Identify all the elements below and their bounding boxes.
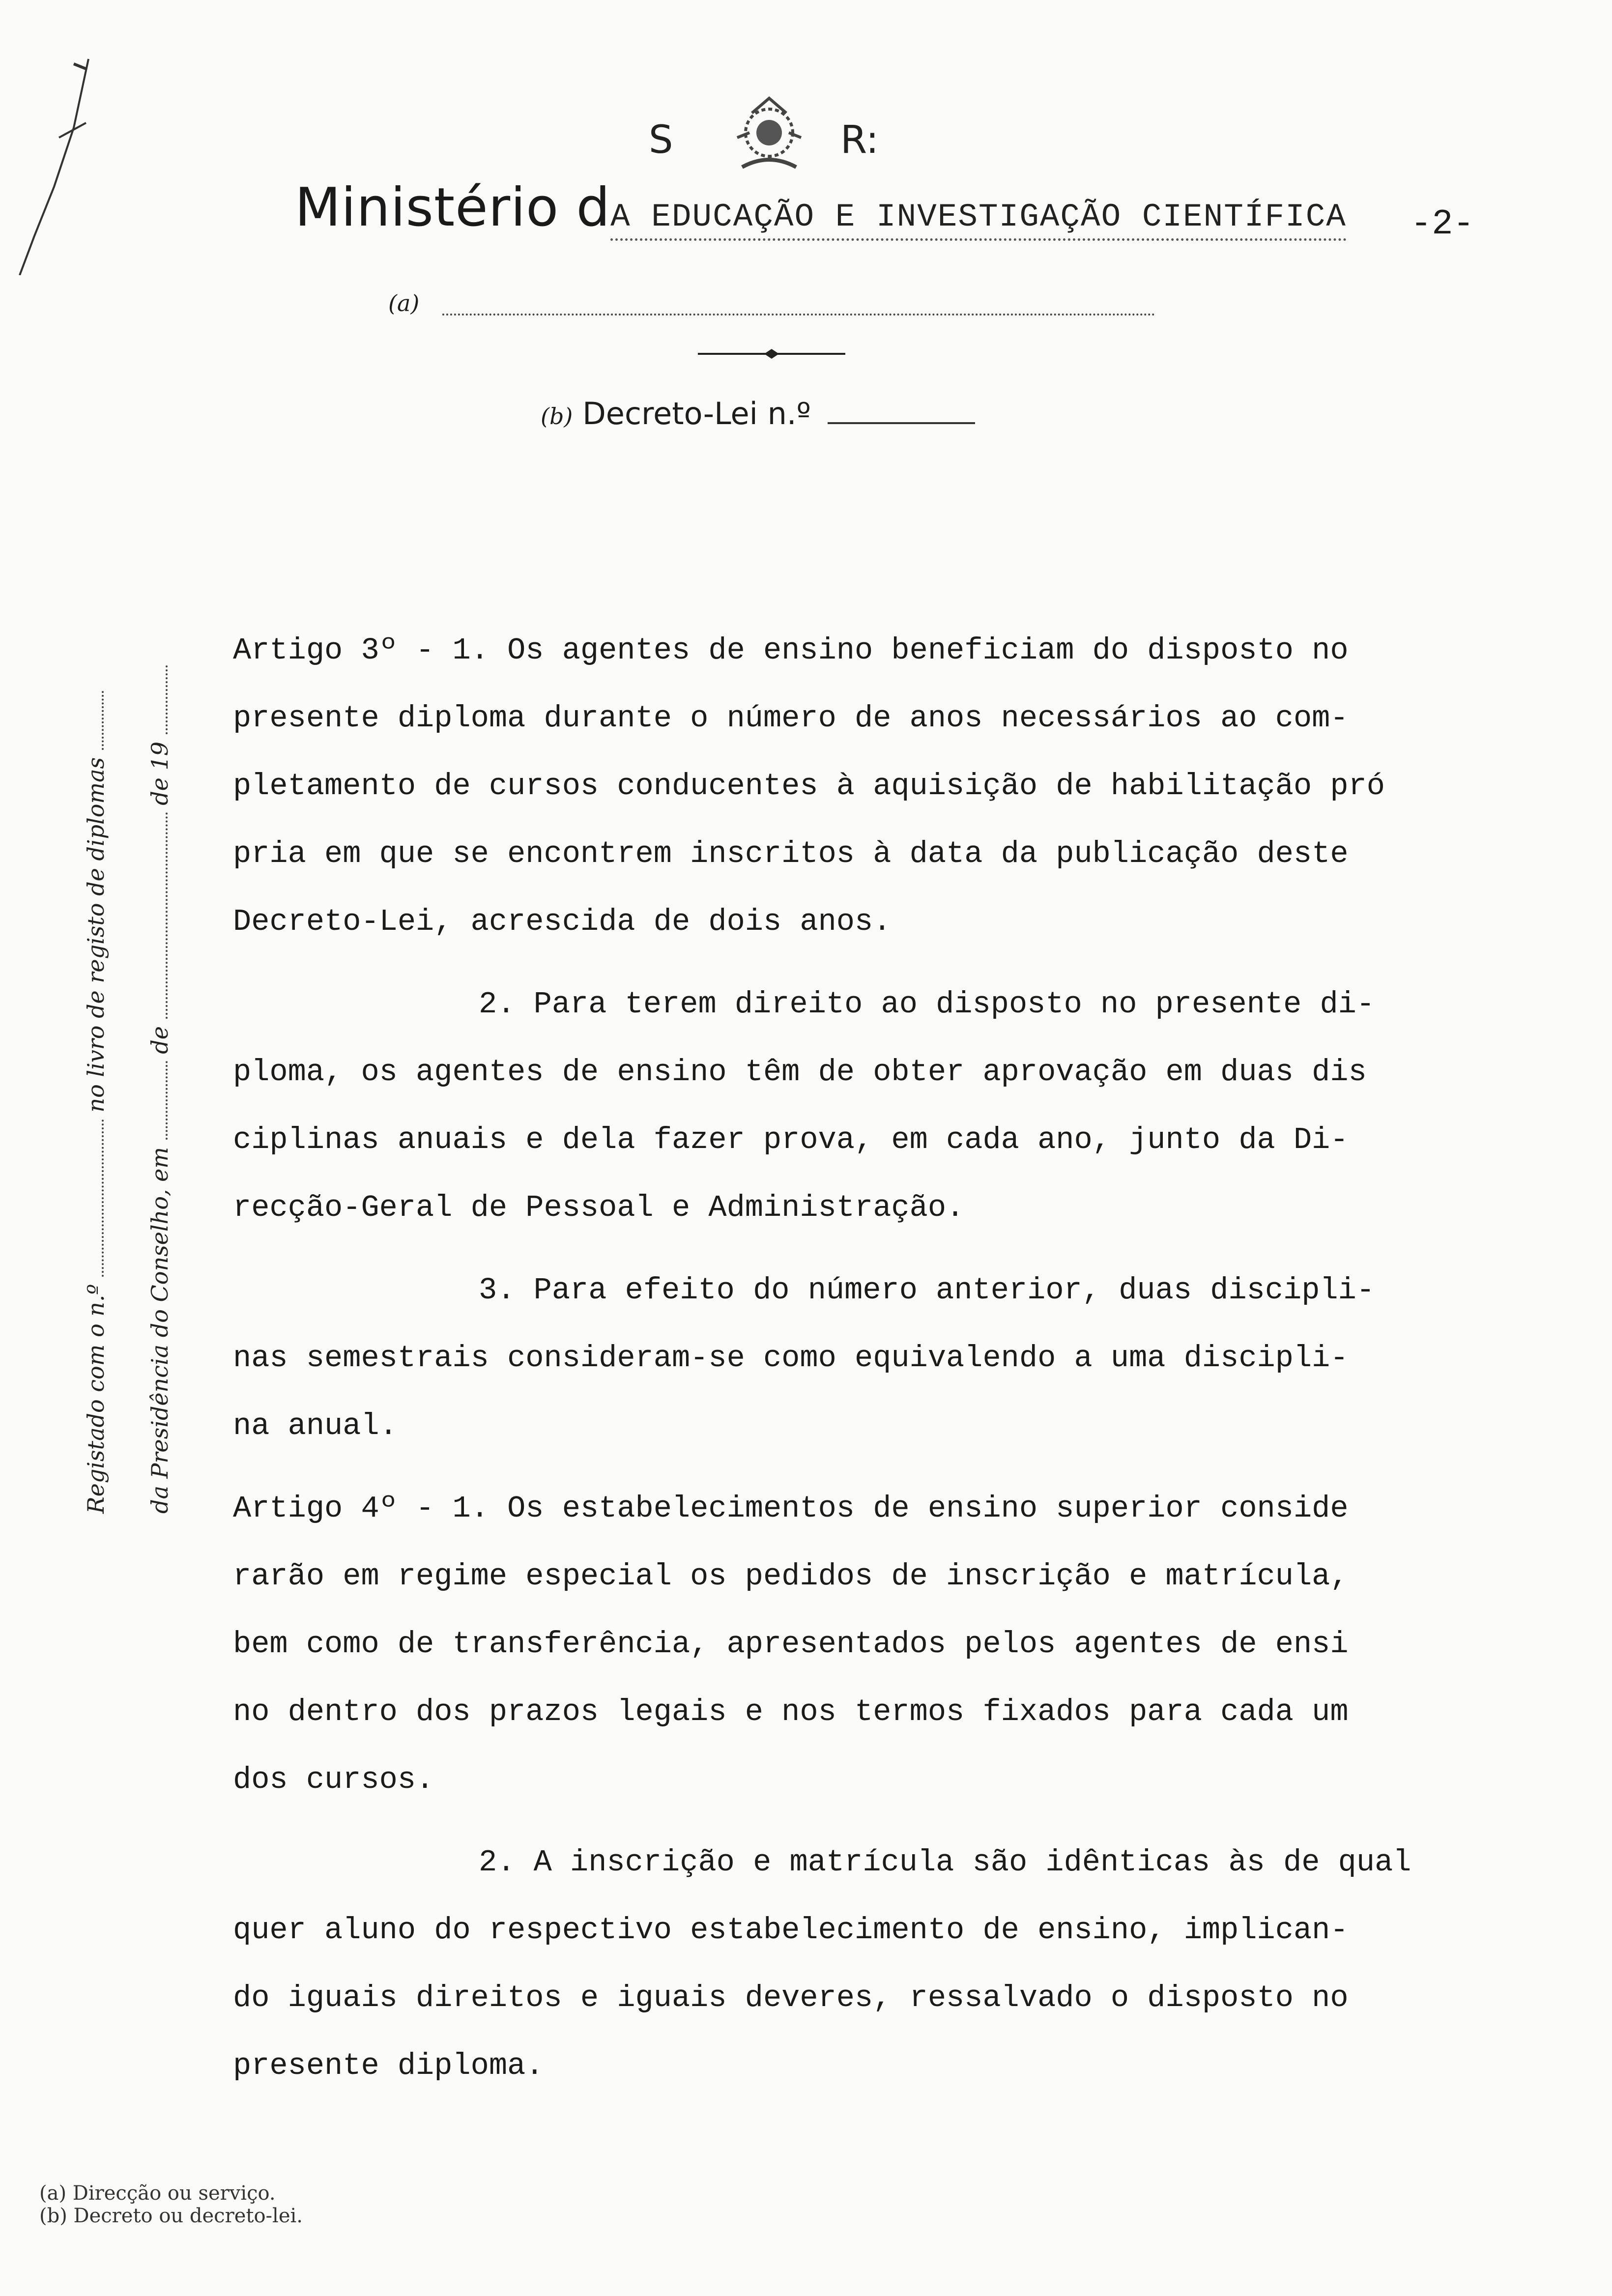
date-year-label: de 19: [146, 741, 173, 805]
decree-body: [233, 617, 1471, 2100]
registration-number-blank: [84, 1119, 104, 1277]
text-line: nas semestrais consideram-se como equivalendo a uma discipli-: [233, 1341, 1349, 1376]
date-month-blank: [148, 812, 168, 1019]
registration-line-2: [128, 580, 192, 1514]
registry-book-label: no livro de registo de diplomas: [83, 757, 109, 1113]
text-line: dos cursos.: [233, 1762, 434, 1797]
margin-pen-stroke: [0, 0, 128, 275]
text-line: do iguais direitos e iguais deveres, ressalvado o disposto no: [233, 1980, 1349, 2015]
direction-dotted-line: [442, 314, 1155, 316]
text-line: 2. Para terem direito ao disposto no presente di-: [479, 987, 1375, 1022]
form-footnotes: [39, 2182, 303, 2227]
article-3-paragraph-3: [233, 1257, 1471, 1460]
footnote-b: (b) Decreto ou decreto-lei.: [39, 2205, 303, 2227]
text-line: recção-Geral de Pessoal e Administração.: [233, 1190, 965, 1225]
seal-letter-right: R:: [840, 118, 879, 162]
ministry-heading: [295, 177, 1524, 251]
text-line: na anual.: [233, 1408, 398, 1443]
ministry-name: A EDUCAÇÃO E INVESTIGAÇÃO CIENTÍFICA: [610, 199, 1347, 241]
presidency-label: da Presidência do Conselho, em: [146, 1147, 173, 1514]
text-line: rarão em regime especial os pedidos de inscrição e matrícula,: [233, 1559, 1349, 1594]
article-3-paragraph-2: [233, 971, 1471, 1242]
article-4-paragraph-1: [233, 1475, 1471, 1814]
registration-margin-note: [64, 580, 192, 1514]
text-line: pria em que se encontrem inscritos à data da publicação deste: [233, 836, 1349, 871]
coat-of-arms-icon: [722, 93, 816, 187]
state-seal-header: [619, 93, 963, 187]
registry-book-blank: [84, 691, 104, 750]
text-line: ciplinas anuais e dela fazer prova, em cada ano, junto da Di-: [233, 1122, 1349, 1157]
decree-marker: (b): [541, 403, 573, 430]
date-year-blank: [148, 665, 168, 734]
article-3-paragraph-1: [233, 617, 1471, 956]
decree-number-blank: [828, 422, 975, 424]
direction-label: (a): [388, 290, 420, 316]
diamond-divider: [698, 346, 845, 361]
footnote-a: (a) Direcção ou serviço.: [39, 2182, 276, 2205]
text-line: Artigo 3º - 1. Os agentes de ensino beneficiam do disposto no: [233, 633, 1349, 668]
decree-heading: [541, 396, 975, 431]
registration-line-1: [64, 580, 128, 1514]
text-line: quer aluno do respectivo estabelecimento de ensino, implican-: [233, 1913, 1349, 1948]
text-line: Artigo 4º - 1. Os estabelecimentos de ensino superior conside: [233, 1491, 1349, 1526]
direction-line: [388, 290, 1165, 329]
ministry-prefix: Ministério d: [295, 177, 611, 238]
text-line: pletamento de cursos conducentes à aquisição de habilitação pró: [233, 769, 1385, 804]
text-line: ploma, os agentes de ensino têm de obter aprovação em duas dis: [233, 1055, 1367, 1090]
text-line: presente diploma.: [233, 2048, 544, 2083]
date-de-label-1: de: [146, 1026, 173, 1054]
text-line: no dentro dos prazos legais e nos termos fixados para cada um: [233, 1694, 1349, 1729]
text-line: presente diploma durante o número de anos necessários ao com-: [233, 701, 1349, 736]
text-line: 2. A inscrição e matrícula são idênticas às de qual: [479, 1845, 1411, 1880]
decree-label: Decreto-Lei n.º: [582, 396, 811, 431]
text-line: bem como de transferência, apresentados pelos agentes de ensi: [233, 1627, 1349, 1662]
registration-number-label: Registado com o n.º: [83, 1284, 109, 1514]
article-4-paragraph-2: [233, 1829, 1471, 2100]
text-line: 3. Para efeito do número anterior, duas discipli-: [479, 1273, 1375, 1308]
text-line: Decreto-Lei, acrescida de dois anos.: [233, 904, 892, 939]
seal-letter-left: S: [649, 118, 673, 162]
date-day-blank: [148, 1061, 168, 1140]
page-number: -2-: [1410, 204, 1474, 244]
